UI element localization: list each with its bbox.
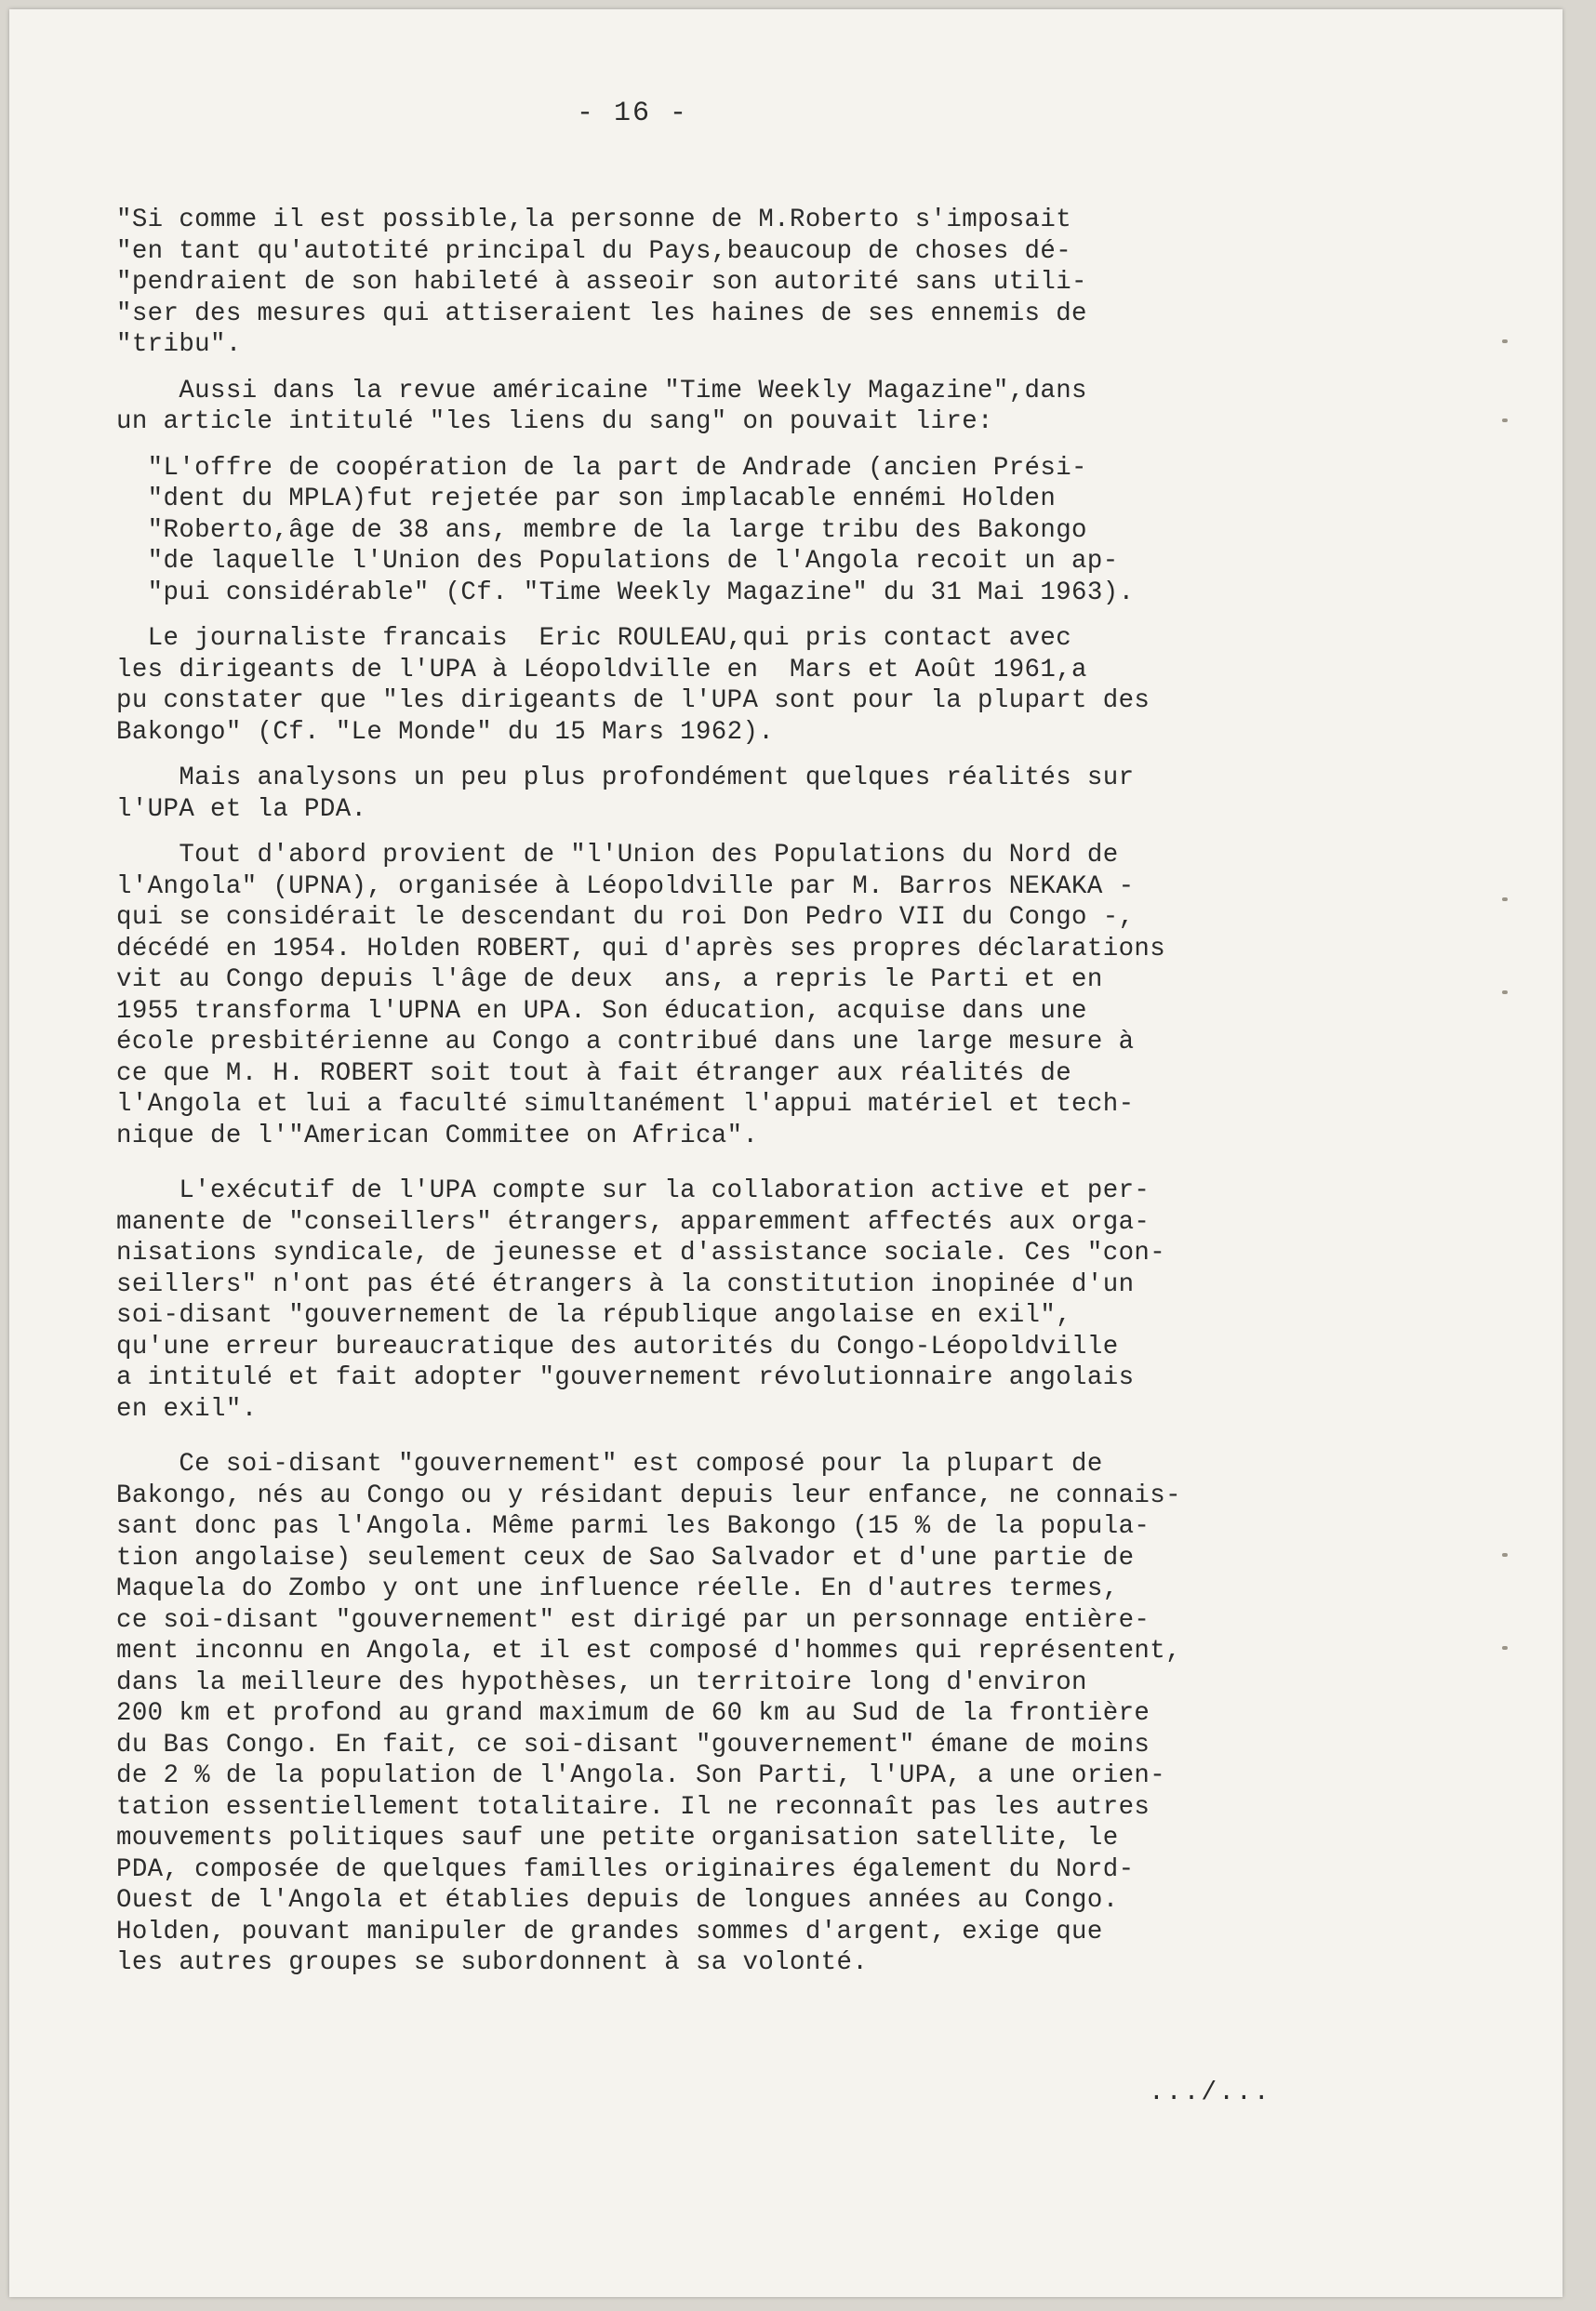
margin-mark [1502,339,1508,343]
margin-mark [1502,897,1508,901]
text-line: l'Angola et lui a faculté simultanément l'appui matériel et tech- [116,1090,1135,1119]
text-line: Aussi dans la revue américaine "Time Weekly Magazine",dans [116,376,1087,405]
text-line: qu'une erreur bureaucratique des autorités du Congo-Léopoldville [116,1332,1119,1361]
text-line: pu constater que "les dirigeants de l'UPA sont pour la plupart des [116,686,1150,715]
text-line: Bakongo" (Cf. "Le Monde" du 15 Mars 1962). [116,717,775,747]
page-number: - 16 - [577,98,689,129]
text-line: Maquela do Zombo y ont une influence réelle. En d'autres termes, [116,1574,1119,1603]
text-line: de 2 % de la population de l'Angola. Son Parti, l'UPA, a une orien- [116,1761,1166,1790]
text-line: "tribu". [116,330,242,359]
text-line: Bakongo, nés au Congo ou y résidant depuis leur enfance, ne connais- [116,1481,1181,1510]
text-line: les dirigeants de l'UPA à Léopoldville en Mars et Août 1961,a [116,655,1087,684]
document-page [9,9,1563,2297]
text-line: PDA, composée de quelques familles originaires également du Nord- [116,1854,1135,1884]
margin-mark [1502,1553,1508,1557]
text-line: "dent du MPLA)fut rejetée par son implacable ennémi Holden [116,485,1057,513]
text-line: du Bas Congo. En fait, ce soi-disant "gouvernement" émane de moins [116,1730,1150,1760]
text-line: Le journaliste francais Eric ROULEAU,qui pris contact avec [116,624,1072,653]
text-line: seillers" n'ont pas été étrangers à la constitution inopinée d'un [116,1269,1135,1299]
text-line: tation essentiellement totalitaire. Il ne reconnaît pas les autres [116,1792,1150,1822]
margin-mark [1502,1646,1508,1650]
margin-mark [1502,418,1508,422]
text-line: les autres groupes se subordonnent à sa volonté. [116,1948,869,1977]
text-line: dans la meilleure des hypothèses, un territoire long d'environ [116,1667,1087,1697]
text-line: "pendraient de son habileté à asseoir son autorité sans utili- [116,268,1087,297]
margin-mark [1502,990,1508,994]
text-line: l'Angola" (UPNA), organisée à Léopoldville par M. Barros NEKAKA - [116,871,1135,901]
text-line: "L'offre de coopération de la part de Andrade (ancien Prési- [116,453,1087,483]
text-line: Mais analysons un peu plus profondément quelques réalités sur [116,764,1135,792]
text-line: "en tant qu'autotité principal du Pays,beaucoup de choses dé- [116,236,1072,266]
text-line: "ser des mesures qui attiseraient les haines de ses ennemis de [116,299,1087,328]
paragraph [116,623,1381,748]
text-line: qui se considérait le descendant du roi Don Pedro VII du Congo -, [116,903,1135,932]
text-line: vit au Congo depuis l'âge de deux ans, a repris le Parti et en [116,965,1103,994]
text-line: soi-disant "gouvernement de la république angolaise en exil", [116,1301,1072,1330]
text-line: en exil". [116,1394,258,1424]
text-line: 200 km et profond au grand maximum de 60 km au Sud de la frontière [116,1699,1150,1728]
text-line: un article intitulé "les liens du sang" on pouvait lire: [116,407,993,436]
text-line: Ouest de l'Angola et établies depuis de longues années au Congo. [116,1886,1119,1915]
text-line: école presbitérienne au Congo a contribué dans une large mesure à [116,1028,1135,1056]
paragraph [116,763,1381,825]
body-text [116,205,1381,1979]
text-line: l'UPA et la PDA. [116,794,367,824]
text-line: nique de l'"American Commitee on Africa". [116,1121,759,1150]
text-line: mouvements politiques sauf une petite organisation satellite, le [116,1824,1119,1853]
text-line: "Roberto,âge de 38 ans, membre de la large tribu des Bakongo [116,515,1087,545]
text-line: tion angolaise) seulement ceux de Sao Salvador et d'une partie de [116,1543,1135,1573]
text-line: manente de "conseillers" étrangers, apparemment affectés aux orga- [116,1207,1150,1237]
quote-block [116,453,1381,609]
paragraph [116,840,1381,1151]
text-line: nisations syndicale, de jeunesse et d'assistance sociale. Ces "con- [116,1239,1166,1268]
text-line: "Si comme il est possible,la personne de M.Roberto s'imposait [116,206,1072,234]
paragraph [116,1175,1381,1425]
text-line: décédé en 1954. Holden ROBERT, qui d'après ses propres déclarations [116,934,1166,963]
paragraph [116,1449,1381,1979]
text-line: "de laquelle l'Union des Populations de l'Angola recoit un ap- [116,547,1119,576]
text-line: L'exécutif de l'UPA compte sur la collaboration active et per- [116,1176,1150,1205]
quote-block [116,205,1381,361]
text-line: ce que M. H. ROBERT soit tout à fait étranger aux réalités de [116,1058,1072,1088]
text-line: Holden, pouvant manipuler de grandes sommes d'argent, exige que [116,1917,1103,1946]
text-line: Ce soi-disant "gouvernement" est composé pour la plupart de [116,1450,1103,1479]
continuation-mark: .../... [1149,2079,1271,2107]
text-line: Tout d'abord provient de "l'Union des Populations du Nord de [116,841,1119,870]
text-line: 1955 transforma l'UPNA en UPA. Son éducation, acquise dans une [116,996,1087,1026]
paragraph [116,376,1381,438]
text-line: ment inconnu en Angola, et il est composé d'hommes qui représentent, [116,1637,1181,1666]
text-line: sant donc pas l'Angola. Même parmi les Bakongo (15 % de la popula- [116,1512,1150,1541]
text-line: ce soi-disant "gouvernement" est dirigé par un personnage entière- [116,1605,1150,1635]
text-line: "pui considérable" (Cf. "Time Weekly Magazine" du 31 Mai 1963). [116,578,1135,607]
text-line: a intitulé et fait adopter "gouvernement révolutionnaire angolais [116,1363,1135,1392]
